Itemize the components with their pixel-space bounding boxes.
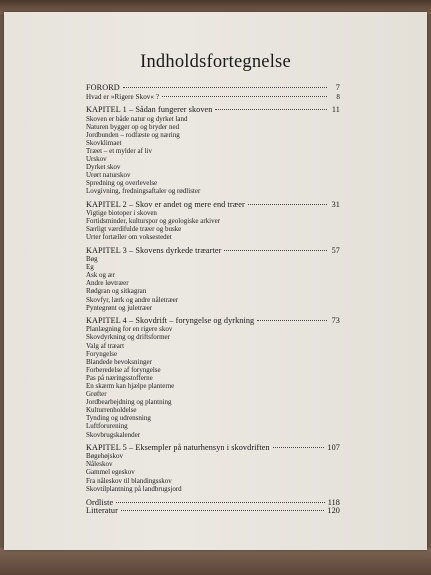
toc-subentry[interactable]: Grøfter — [86, 390, 107, 399]
toc-subentry[interactable]: Kulturrenholdelse — [86, 406, 137, 415]
toc-back-matter — [86, 499, 340, 516]
toc-subentry[interactable]: Dyrket skov — [86, 163, 121, 172]
dot-leader — [162, 96, 327, 97]
toc-entry-label: Ordliste — [86, 497, 114, 507]
toc-page-number: 11 — [331, 105, 340, 114]
toc-page-number: 8 — [336, 92, 340, 101]
chapter-title: KAPITEL 3 – Skovens dyrkede træarter — [86, 245, 222, 255]
dot-leader — [123, 87, 327, 88]
dot-leader — [116, 502, 325, 503]
toc-chapter-5 — [86, 444, 340, 493]
toc-chapter-heading[interactable] — [86, 201, 340, 210]
toc-subentry[interactable]: Bøg — [86, 255, 98, 264]
toc-chapter-heading[interactable] — [86, 106, 340, 115]
toc-chapter-1 — [86, 106, 340, 196]
toc-subentry[interactable]: Forberedelse af foryngelse — [86, 365, 161, 374]
book-page — [4, 12, 427, 550]
toc-subentry[interactable]: Andre løvtræer — [86, 279, 129, 288]
toc-subentry[interactable]: Særligt værdifulde træer og buske — [86, 225, 182, 234]
toc-page-number: 118 — [327, 497, 340, 507]
toc-subentry[interactable]: Gammel egeskov — [86, 468, 135, 477]
toc-page-number: 73 — [331, 315, 340, 325]
toc-subentry[interactable]: Jordbunden – rodfæste og næring — [86, 130, 180, 139]
toc-subentry[interactable]: Pas på næringsstofferne — [86, 373, 153, 382]
toc-subentry[interactable]: Fra nåleskov til blandingsskov — [86, 476, 172, 485]
toc-subentry[interactable]: Vigtige biotoper i skoven — [86, 209, 157, 218]
toc-subentry[interactable]: Træet – et mylder af liv — [86, 146, 153, 155]
dot-leader — [257, 320, 327, 321]
toc-subentry[interactable]: Jordbearbejdning og plantning — [86, 398, 172, 407]
toc-page-number: 57 — [331, 245, 340, 255]
toc-subentry[interactable]: Skovbrugskalender — [86, 430, 141, 439]
toc-entry-label: Hvad er »Rigere Skov« ? — [86, 92, 160, 101]
toc-subentry[interactable]: Urter fortæller om voksestedet — [86, 233, 172, 242]
toc-subentry[interactable]: En skærm kan hjælpe planterne — [86, 382, 175, 390]
toc-subentry[interactable]: Valg af træart — [86, 341, 125, 350]
toc-chapter-heading[interactable] — [86, 444, 340, 453]
toc-page-number: 31 — [331, 199, 340, 209]
toc-page-number: 107 — [327, 442, 340, 452]
toc-subentry[interactable]: Foryngelse — [86, 349, 118, 358]
toc-subentry[interactable]: Urørt naturskov — [86, 171, 131, 180]
page-title: Indholdsfortegnelse — [140, 52, 291, 72]
toc-subentry[interactable]: Skovfyr, lærk og andre nåletræer — [86, 295, 179, 304]
toc-subentry[interactable]: Tynding og udrensning — [86, 414, 151, 423]
toc-entry-litteratur[interactable] — [86, 507, 340, 516]
toc-subentry[interactable]: Rødgran og sitkagran — [86, 287, 147, 296]
table-of-contents — [86, 84, 340, 521]
toc-front-matter — [86, 84, 340, 101]
toc-entry-label: FORORD — [86, 83, 120, 92]
toc-subentry[interactable]: Skoven er både natur og dyrket land — [86, 114, 188, 123]
toc-subentry[interactable]: Nåleskov — [86, 460, 113, 469]
toc-entry-hvad-er-rigere-skov[interactable] — [86, 93, 340, 101]
dot-leader — [224, 250, 327, 251]
chapter-title: KAPITEL 2 – Skov er andet og mere end træer — [86, 199, 245, 209]
toc-subentry[interactable]: Spredning og overlevelse — [86, 179, 158, 188]
toc-entry-forord[interactable] — [86, 84, 340, 93]
dot-leader — [248, 204, 327, 205]
toc-chapter-heading[interactable] — [86, 247, 340, 256]
toc-subentry[interactable]: Ask og ær — [86, 271, 115, 280]
toc-subentry[interactable]: Planlægning for en rigere skov — [86, 325, 173, 334]
toc-subentry[interactable]: Skovklimaet — [86, 138, 122, 147]
dot-leader — [121, 510, 324, 511]
toc-page-number: 7 — [335, 83, 340, 92]
toc-chapter-4 — [86, 317, 340, 439]
toc-subentry[interactable]: Skovtilplantning på landbrugsjord — [86, 484, 182, 493]
chapter-title: KAPITEL 4 – Skovdrift – foryngelse og dyrkning — [86, 315, 255, 325]
toc-subentry[interactable]: Eg — [86, 263, 94, 272]
toc-subentry[interactable]: Bøgehøjskov — [86, 452, 123, 461]
chapter-title: KAPITEL 5 – Eksempler på naturhensyn i skovdriften — [86, 442, 270, 452]
toc-entry-label: Litteratur — [86, 506, 118, 516]
toc-subentry[interactable]: Naturen bygger op og bryder ned — [86, 122, 180, 131]
dot-leader — [273, 447, 325, 448]
toc-subentry[interactable]: Pyntegrønt og juletræer — [86, 303, 153, 312]
toc-chapter-2 — [86, 201, 340, 242]
table-surface-bottom — [0, 548, 431, 575]
toc-page-number: 120 — [327, 506, 340, 516]
toc-entry-ordliste[interactable] — [86, 499, 340, 508]
toc-chapter-3 — [86, 247, 340, 312]
toc-subentry[interactable]: Lovgivning, fredningsaftaler og rødlister — [86, 187, 201, 196]
dot-leader — [215, 109, 327, 110]
toc-chapter-heading[interactable] — [86, 317, 340, 326]
toc-subentry[interactable]: Luftforurening — [86, 422, 128, 431]
toc-subentry[interactable]: Blandede bevoksninger — [86, 357, 152, 366]
toc-subentry[interactable]: Fortidsminder, kulturspor og geologiske arkiver — [86, 217, 221, 226]
toc-subentry[interactable]: Skovdyrkning og driftsformer — [86, 333, 170, 342]
toc-subentry[interactable]: Urskov — [86, 155, 107, 164]
chapter-title: KAPITEL 1 – Sådan fungerer skoven — [86, 105, 213, 114]
